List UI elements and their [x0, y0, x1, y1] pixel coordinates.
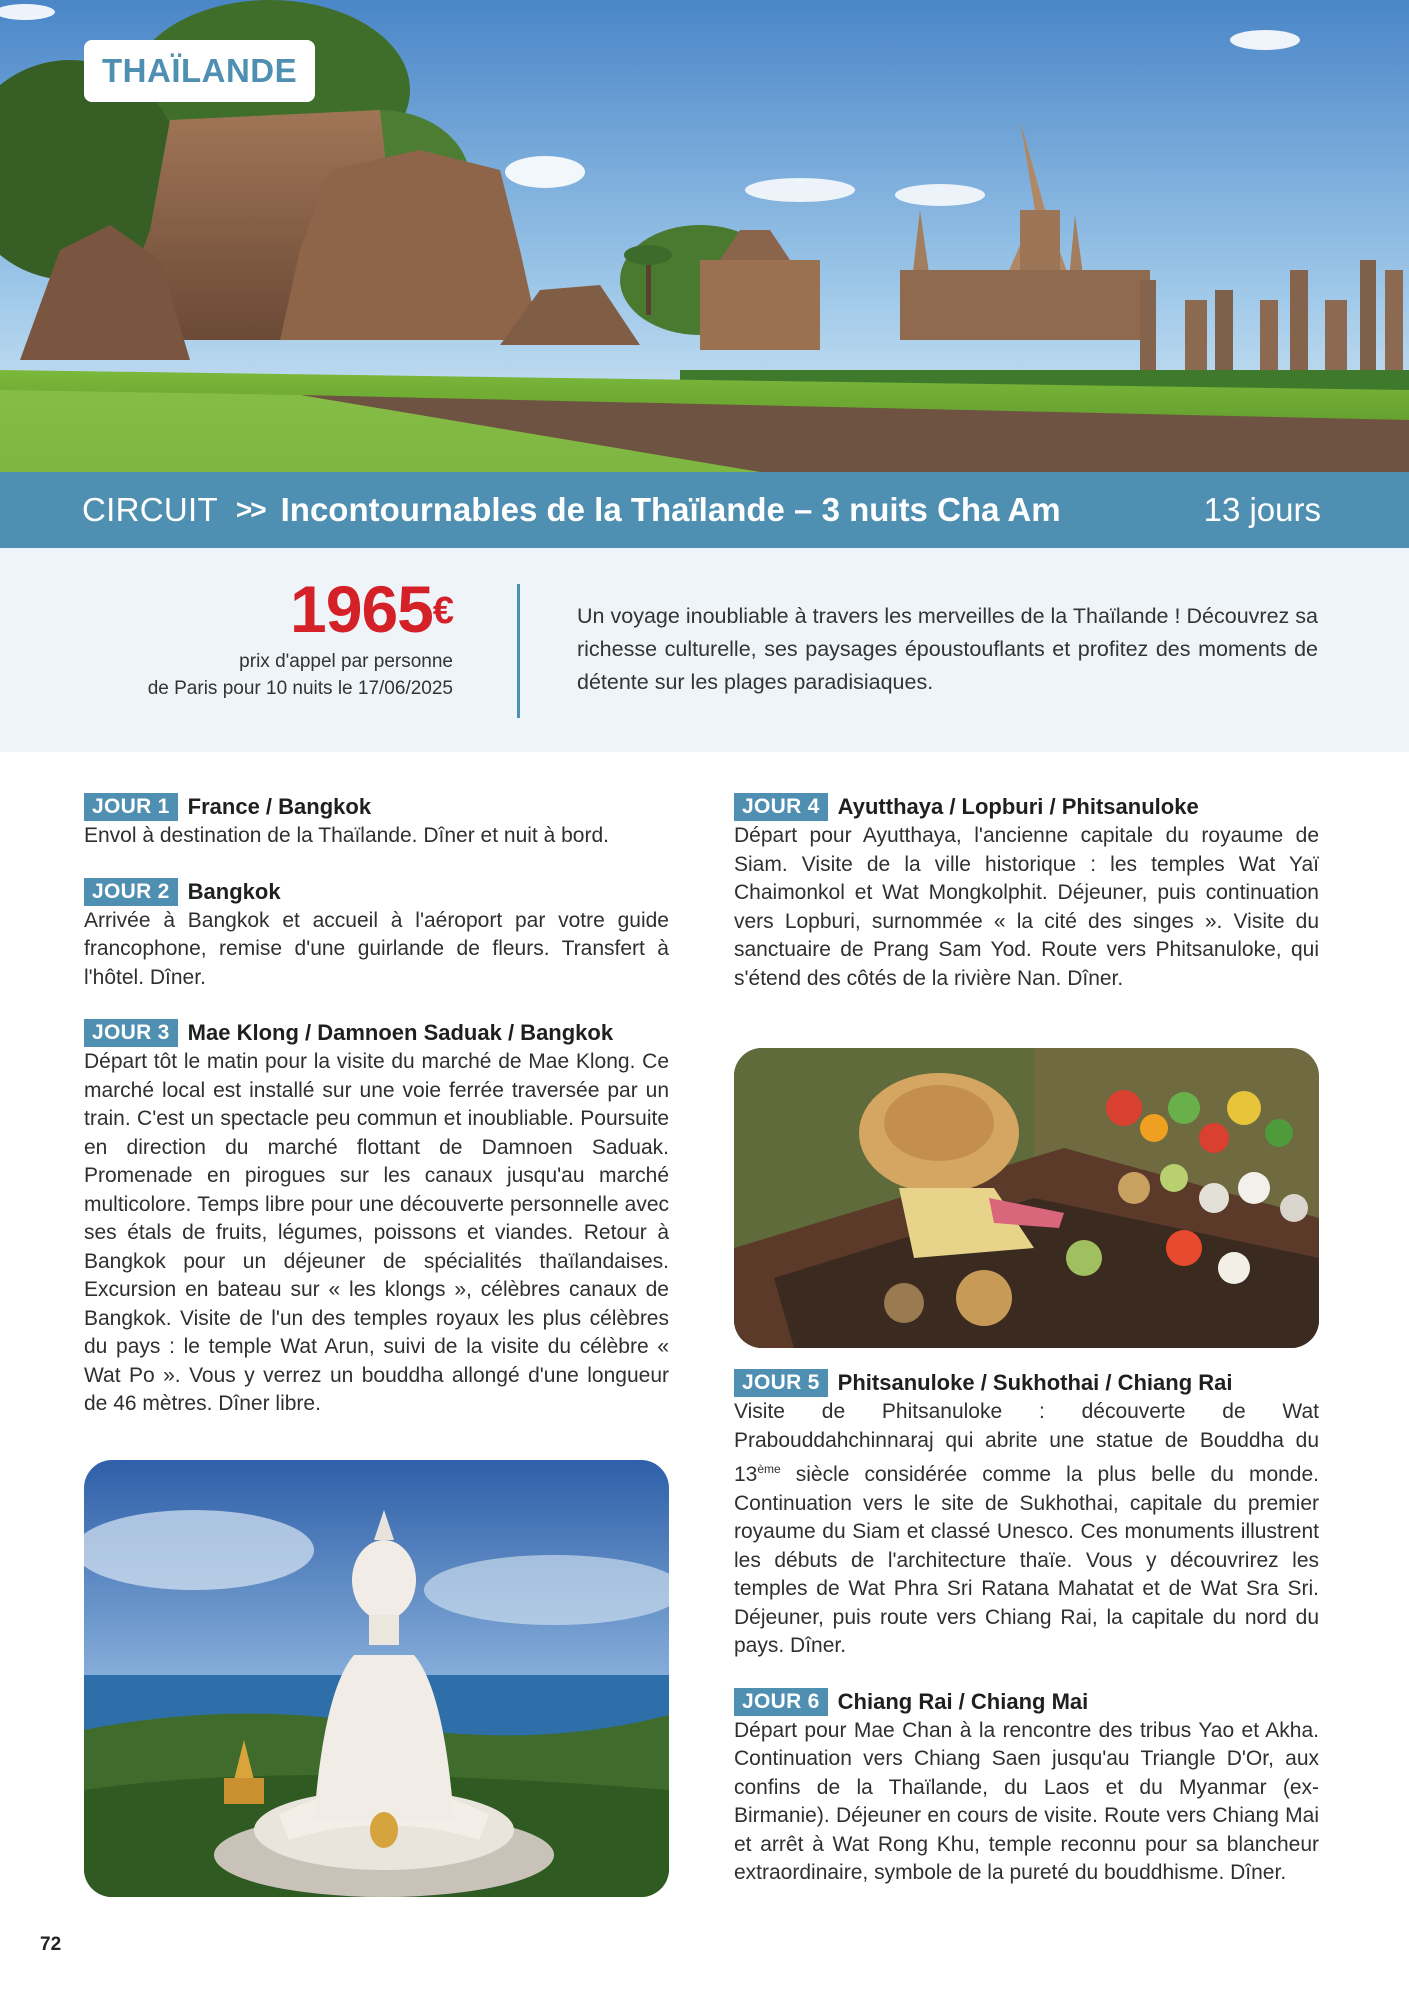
day-tag: JOUR 4: [734, 793, 828, 821]
circuit-title-bar: [0, 472, 1409, 548]
day-text: Envol à destination de la Thaïlande. Dîner et nuit à bord.: [84, 824, 609, 847]
day-3: [84, 1018, 669, 1419]
page-number: 72: [40, 1934, 62, 1955]
circuit-name: Incontournables de la Thaïlande – 3 nuits Cha Am: [280, 491, 1061, 528]
day-title: Chiang Rai / Chiang Mai: [837, 1688, 1089, 1714]
itinerary-right-column: [734, 792, 1319, 1019]
price-band: [0, 548, 1409, 752]
day-title: Mae Klong / Damnoen Saduak / Bangkok: [187, 1020, 614, 1045]
floating-market-photo: [734, 1048, 1319, 1348]
itinerary-left-column: [84, 792, 669, 1445]
day-tag: JOUR 6: [734, 1688, 828, 1716]
day-text: Départ tôt le matin pour la visite du marché de Mae Klong. Ce marché local est installé sur une voie ferrée traversée par un train. C'est un spectacle peu commun et inoubliable. Poursuite en direction du marché flottant de Damnoen Saduak. Promenade en pirogues sur les canaux jusqu'au marché multicolore. Temps libre pour une découverte personnelle avec ses étals de fruits, légumes, poissons et viandes. Retour à Bangkok pour un déjeuner de spécialités thaïlandaises. Excursion en bateau sur « les klongs », célèbres canaux de Bangkok. Visite de l'un des temples royaux les plus célèbres du pays : le temple Wat Arun, suivi de la visite du célèbre « Wat Po ». Vous y verrez un bouddha allongé d'une longueur de 46 mètres. Dîner libre.: [84, 1050, 669, 1415]
day-tag: JOUR 1: [84, 793, 178, 821]
day-text: Départ pour Mae Chan à la rencontre des tribus Yao et Akha. Continuation vers Chiang Saen jusqu'au Triangle D'Or, aux confins de la Thaïlande, du Laos et du Myanmar (ex-Birmanie). Déjeuner en cours de visite. Route vers Chiang Mai et arrêt à Wat Rong Khu, temple reconnu pour sa blancheur extraordinaire, symbole de la pureté du bouddhisme. Dîner.: [734, 1718, 1319, 1884]
day-5: [734, 1368, 1319, 1661]
itinerary-right-column-lower: [734, 1368, 1319, 1914]
day-text: Départ pour Ayutthaya, l'ancienne capitale du royaume de Siam. Visite de la ville historique : les temples Wat Yaï Chaimonkol et Wat Mongkolphit. Déjeuner, puis continuation vers Lopburi, surnommée « la cité des singes ». Visite du sanctuaire de Prang Sam Yod. Route vers Phitsanuloke, qui s'étend des côtés de la rivière Nan. Dîner.: [734, 824, 1319, 990]
price-note-line1: prix d'appel par personne: [239, 651, 453, 672]
big-buddha-photo: [84, 1460, 669, 1897]
day-4: [734, 792, 1319, 993]
day-title: Bangkok: [187, 878, 281, 904]
day-title: France / Bangkok: [187, 794, 372, 819]
price-amount: 1965€: [290, 572, 453, 646]
circuit-kind: CIRCUIT: [82, 491, 218, 528]
day-6: [734, 1687, 1319, 1888]
day-2: [84, 877, 669, 993]
country-badge: THAÏLANDE: [84, 40, 315, 102]
price-block: [148, 574, 453, 702]
price-divider: [517, 584, 520, 718]
day-title: Phitsanuloke / Sukhothai / Chiang Rai: [837, 1370, 1233, 1395]
price-currency: €: [432, 590, 453, 632]
day-title: Ayutthaya / Lopburi / Phitsanuloke: [837, 794, 1199, 819]
intro-text: Un voyage inoubliable à travers les merveilles de la Thaïlande ! Découvrez sa richesse culturelle, ses paysages époustouflants et profitez des moments de détente sur les plages paradisiaques.: [577, 604, 1318, 694]
circuit-duration: 13 jours: [1203, 491, 1321, 528]
day-tag: JOUR 5: [734, 1369, 828, 1397]
day-1: [84, 792, 669, 851]
day-text: Arrivée à Bangkok et accueil à l'aéroport par votre guide francophone, remise d'une guirlande de fleurs. Transfert à l'hôtel. Dîner.: [84, 908, 669, 989]
day-tag: JOUR 2: [84, 878, 178, 906]
hero-image: [0, 0, 1409, 472]
double-chevron-icon: >>: [235, 494, 265, 525]
day-tag: JOUR 3: [84, 1019, 178, 1047]
price-note-line2: de Paris pour 10 nuits le 17/06/2025: [147, 678, 453, 699]
day-text: Visite de Phitsanuloke : découverte de Wat Prabouddahchinnaraj qui abrite une statue de Bouddha du 13ème siècle considérée comme la plus belle du monde. Continuation vers le site de Sukhothai, capitale du premier royaume du Siam et classé Unesco. Ces monuments illustrent les débuts de l'architecture thaïe. Vous y découvrirez les temples de Wat Phra Sri Ratana Mahatat et de Wat Sra Sri. Déjeuner, puis route vers Chiang Rai, la capitale du nord du pays. Dîner.: [734, 1400, 1319, 1657]
